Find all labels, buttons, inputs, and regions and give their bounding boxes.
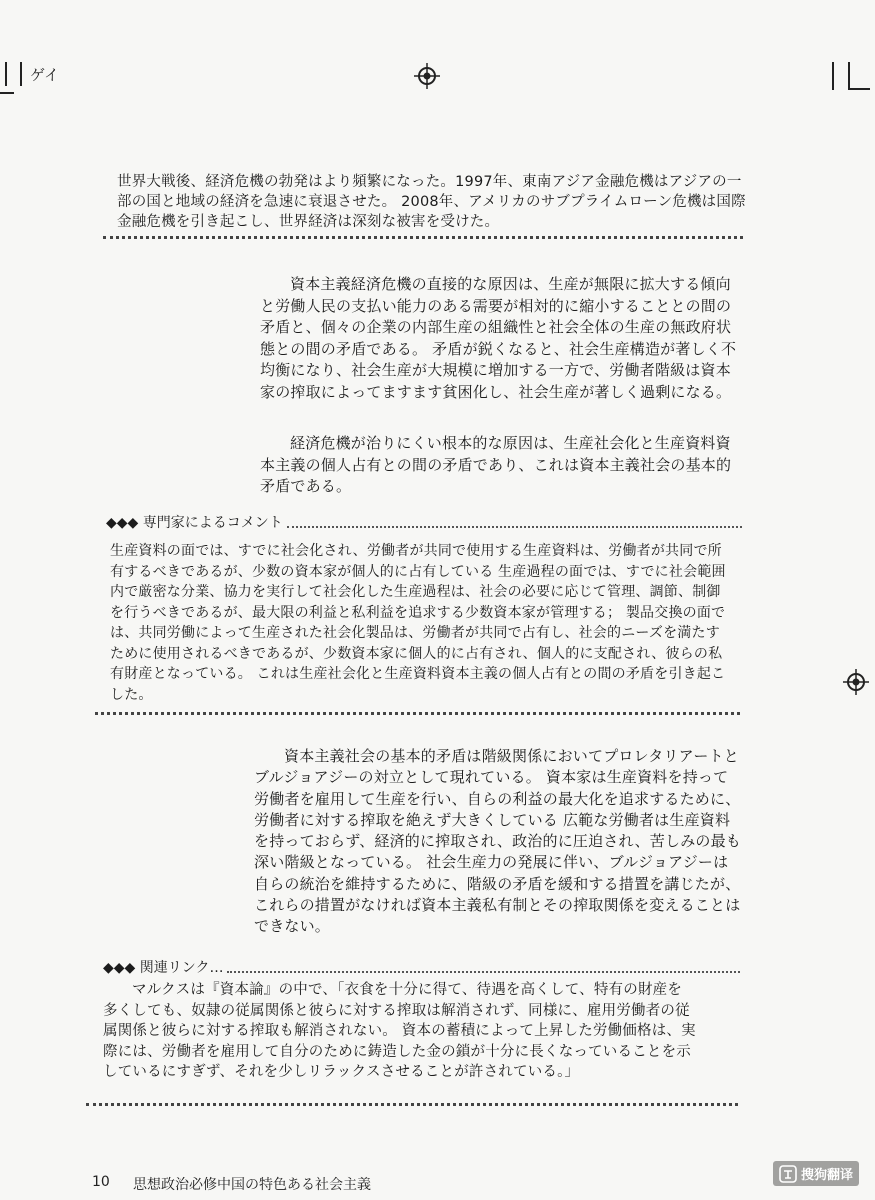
crop-mark-top-right-3 [848, 88, 870, 90]
crop-mark-top-left-3 [0, 92, 14, 94]
text-line: 本主義の個人占有との間の矛盾であり、これは資本主義社会の基本的 [260, 455, 732, 474]
section-divider [86, 1103, 738, 1106]
text-line: 労働者を雇用して生産を行い、自らの利益の最大化を追求するために、 [254, 789, 741, 808]
watermark-badge [773, 1161, 859, 1186]
registration-target-icon [414, 63, 440, 89]
text-line: 自らの統治を維持するために、階級の矛盾を緩和する措置を講じたが、 [254, 874, 741, 893]
direct-cause-paragraph [260, 274, 745, 403]
text-line: 資本主義経済危機の直接的な原因は、生産が無限に拡大する傾向 [290, 275, 731, 293]
text-line: 労働者に対する搾取を絶えず大きくしている 広範な労働者は生産資料 [254, 810, 731, 829]
expert-comment-heading [106, 512, 742, 532]
related-quote-paragraph [103, 980, 740, 1083]
text-line: 生産資料の面では、すでに社会化され、労働者が共同で使用する生産資料は、労働者が共同で所 [110, 543, 722, 559]
text-line: ために使用されるべきであるが、少数資本家に個人的に占有され、個人的に支配され、彼らの私 [110, 645, 723, 662]
text-line: した。 [110, 686, 153, 703]
crop-mark-top-right-2 [848, 62, 850, 90]
registration-target-icon [843, 669, 869, 695]
book-title: 思想政治必修中国の特色ある社会主義 [133, 1177, 371, 1193]
text-line: 矛盾である。 [260, 477, 352, 495]
text-line: 世界大戦後、経済危機の勃発はより頻繁になった。1997年、東南アジア金融危機はアジアの一 [117, 174, 742, 190]
text-line: を持っておらず、経済的に搾取され、政治的に圧迫され、苦しみの最も [254, 832, 742, 851]
heading-leader-dots [287, 516, 742, 528]
text-line: 矛盾と、個々の企業の内部生産の組織性と社会全体の生産の無政府状 [260, 318, 732, 336]
text-line: を行うべきであるが、最大限の利益と私利益を追求する少数資本家が管理する； 製品交換の面で [110, 604, 726, 621]
root-cause-paragraph [260, 433, 745, 498]
class-contradiction-paragraph [254, 746, 742, 938]
header-mark: ゲイ [30, 66, 59, 84]
text-line: 有財産となっている。 これは生産社会化と生産資料資本主義の個人占有との間の矛盾を引き起こ [110, 666, 726, 682]
text-line: できない。 [254, 917, 331, 936]
text-line: と労働人民の支払い能力のある需要が相対的に縮小することとの間の [260, 296, 732, 315]
heading-leader-dots [227, 961, 740, 973]
crop-mark-top-left-2 [20, 62, 22, 86]
section-divider [103, 236, 743, 239]
text-line: 有するべきであるが、少数の資本家が個人的に占有している 生産過程の面では、すでに社会範囲 [110, 563, 726, 580]
text-line: これらの措置がなければ資本主義私有制とその搾取関係を変えることは [254, 896, 741, 915]
text-line: 均衡になり、社会生産が大規模に増加する一方で、労働者階級は資本 [260, 361, 731, 379]
expert-comment-paragraph [110, 541, 742, 705]
translation-watermark [773, 1161, 859, 1186]
section-divider [95, 712, 740, 715]
crop-mark-top-left [5, 62, 7, 86]
text-line: は、共同労働によって生産された社会化製品は、労働者が共同で占有し、社会的ニーズを満たす [110, 625, 720, 641]
text-line: 内で厳密な分業、協力を実行して社会化した生産過程は、社会の必要に応じて管理、調節、制御 [110, 584, 721, 600]
text-line: ブルジョアジーの対立として現れている。 資本家は生産資料を持って [254, 768, 729, 787]
crop-mark-top-right [832, 62, 834, 90]
text-line: マルクスは『資本論』の中で、「衣食を十分に得て、待遇を高くして、特有の財産を [132, 982, 683, 998]
text-line: 深い階級となっている。 社会生産力の発展に伴い、ブルジョアジーは [254, 853, 729, 872]
heading-label: ◆◆◆ 関連リンク… [103, 960, 224, 976]
text-line: 資本主義社会の基本的矛盾は階級関係においてプロレタリアートと [284, 747, 739, 765]
text-line: しているにすぎず、それを少しリラックスさせることが許されている。」 [103, 1064, 580, 1080]
heading-label: ◆◆◆ 専門家によるコメント [106, 515, 283, 531]
translate-logo-icon [779, 1165, 797, 1183]
text-line: 金融危機を引き起こし、世界経済は深刻な被害を受けた。 [117, 214, 500, 230]
related-link-heading [103, 957, 740, 977]
text-line: 際には、労働者を雇用して自分のために鋳造した金の鎖が十分に長くなっていることを示 [103, 1043, 691, 1060]
text-line: 部の国と地域の経済を急速に衰退させた。 2008年、アメリカのサブプライムローン危機は国際 [117, 194, 746, 210]
text-line: 経済危機が治りにくい根本的な原因は、生産社会化と生産資料資 [290, 434, 731, 452]
text-line: 家の搾取によってますます貧困化し、社会生産が著しく過剰になる。 [260, 382, 732, 401]
text-line: 態との間の矛盾である。 矛盾が鋭くなると、社会生産構造が著しく不 [260, 339, 737, 358]
history-paragraph [117, 172, 757, 232]
page-number: 10 [92, 1174, 110, 1190]
text-line: 属関係と彼らに対する搾取も解消されない。 資本の蓄積によって上昇した労働価格は、実 [103, 1023, 696, 1039]
text-line: 多くしても、奴隷の従属関係と彼らに対する搾取は解消されず、同様に、雇用労働者の従 [103, 1002, 690, 1019]
watermark-text: 搜狗翻译 [800, 1168, 853, 1183]
